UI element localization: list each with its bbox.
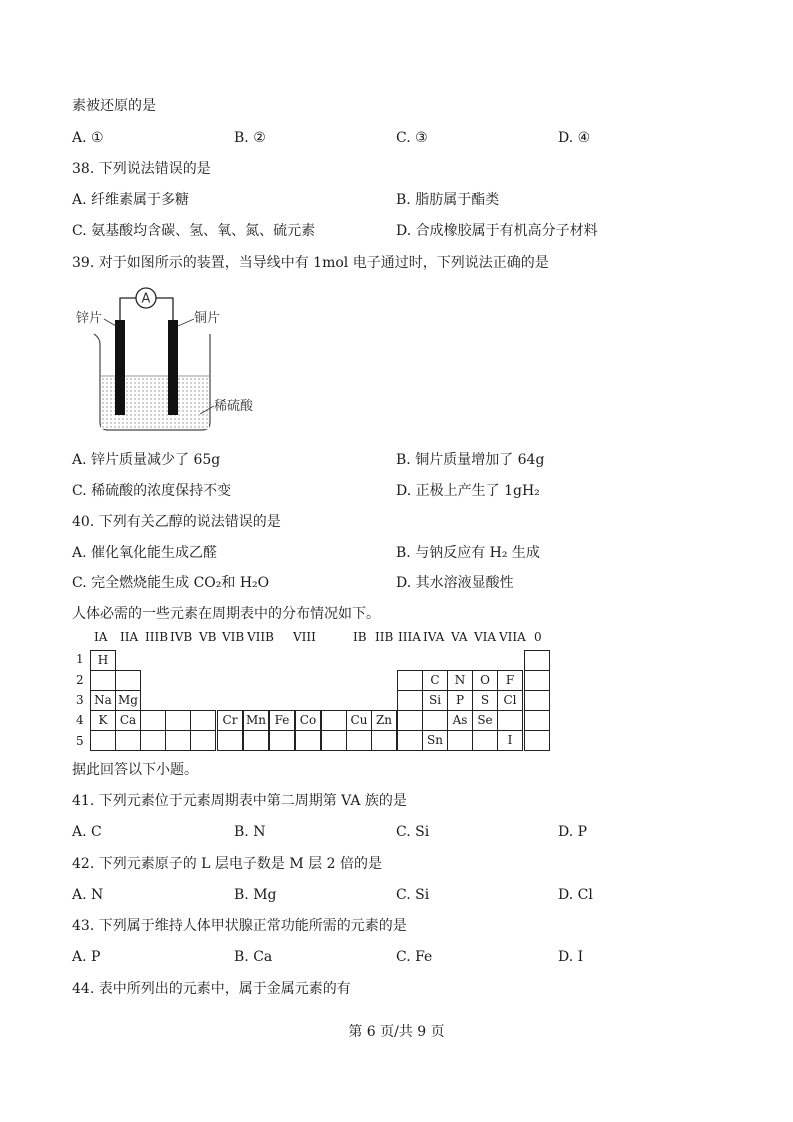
group-header: VA: [451, 630, 468, 644]
copper-label: 铜片: [194, 311, 221, 326]
question-44-stem: 44. 表中所列出的元素中，属于金属元素的有: [72, 981, 351, 997]
question-43-options: [72, 948, 732, 966]
page-footer: 第 6 页/共 9 页: [348, 1024, 445, 1040]
option-c: C. Fe: [396, 949, 433, 965]
option-d: D. Cl: [558, 887, 593, 903]
element-cell: H: [90, 650, 116, 671]
option-a: A. N: [72, 887, 104, 903]
element-cell: [321, 730, 347, 751]
option-a: A. P: [72, 949, 101, 965]
element-cell: [497, 710, 523, 731]
element-cell: Mn: [243, 710, 269, 731]
copper-electrode: [168, 320, 178, 415]
question-38-stem: 38. 下列说法错误的是: [72, 161, 211, 177]
question-42-options: [72, 886, 732, 904]
period-label: 3: [76, 693, 84, 707]
element-cell: S: [472, 690, 498, 711]
option-b: B. Ca: [234, 949, 273, 965]
option-b: B. 铜片质量增加了 64g: [396, 452, 545, 468]
element-cell: [524, 690, 550, 711]
period-label: 4: [76, 713, 84, 727]
element-cell: [447, 730, 473, 751]
element-cell: Si: [422, 690, 448, 711]
question-41-stem: 41. 下列元素位于元素周期表中第二周期第 VA 族的是: [72, 793, 407, 809]
element-cell: [422, 710, 448, 731]
period-label: 5: [76, 734, 84, 748]
group-header: 0: [534, 630, 542, 644]
question-42-stem: 42. 下列元素原子的 L 层电子数是 M 层 2 倍的是: [72, 856, 382, 872]
group-header: VIII: [293, 630, 316, 644]
question-38-options-row2: [72, 222, 732, 240]
element-cell: [217, 730, 243, 751]
question-41-options: [72, 823, 732, 841]
element-cell: Mg: [115, 690, 141, 711]
element-cell: As: [447, 710, 473, 731]
question-40-options-row1: [72, 544, 732, 562]
element-cell: Se: [472, 710, 498, 731]
option-b: B. 脂肪属于酯类: [396, 192, 500, 208]
element-cell: [524, 650, 550, 671]
element-cell: [397, 670, 423, 691]
galvanic-cell-figure: [70, 282, 260, 442]
element-cell: [371, 730, 397, 751]
question-43-stem: 43. 下列属于维持人体甲状腺正常功能所需的元素的是: [72, 918, 407, 934]
element-cell: [472, 730, 498, 751]
element-cell: [321, 710, 347, 731]
element-cell: [190, 710, 216, 731]
element-cell: O: [472, 670, 498, 691]
option-c: C. Si: [396, 824, 430, 840]
option-c: C. Si: [396, 887, 430, 903]
element-cell: [140, 730, 166, 751]
periodic-table: [70, 630, 560, 754]
option-a: A. ①: [72, 130, 104, 146]
element-cell: F: [497, 670, 523, 691]
option-a: A. 锌片质量减少了 65g: [72, 452, 221, 468]
group-header: VB: [199, 630, 217, 644]
acid-label: 稀硫酸: [214, 399, 254, 414]
option-d: D. ④: [558, 130, 591, 146]
element-cell: Cr: [217, 710, 243, 731]
group-header: IVB: [170, 630, 193, 644]
option-c: C. 稀硫酸的浓度保持不变: [72, 483, 232, 499]
element-cell: Fe: [269, 710, 295, 731]
option-a: A. 催化氧化能生成乙醛: [72, 545, 218, 561]
option-d: D. 正极上产生了 1gH₂: [396, 483, 540, 499]
question-39-stem: 39. 对于如图所示的装置，当导线中有 1mol 电子通过时，下列说法正确的是: [72, 255, 549, 271]
option-c: C. 氨基酸均含碳、氢、氧、氮、硫元素: [72, 223, 316, 239]
element-cell: I: [497, 730, 523, 751]
option-d: D. I: [558, 949, 584, 965]
element-cell: [397, 710, 423, 731]
question-39-options-row1: [72, 451, 732, 469]
after-table-text: 据此回答以下小题。: [72, 762, 198, 778]
element-cell: [397, 730, 423, 751]
question-39-options-row2: [72, 482, 732, 500]
group-header: IIB: [375, 630, 394, 644]
element-cell: Na: [90, 690, 116, 711]
option-c: C. ③: [396, 130, 428, 146]
element-cell: C: [422, 670, 448, 691]
table-intro: 人体必需的一些元素在周期表中的分布情况如下。: [72, 606, 380, 622]
group-header: VIIA: [499, 630, 526, 644]
element-cell: [524, 710, 550, 731]
element-cell: Cu: [346, 710, 372, 731]
element-cell: [397, 690, 423, 711]
group-header: IVA: [423, 630, 445, 644]
element-cell: [524, 730, 550, 751]
group-header: IIA: [120, 630, 139, 644]
element-cell: Co: [295, 710, 321, 731]
option-a: A. 纤维素属于多糖: [72, 192, 190, 208]
group-header: IIIB: [145, 630, 169, 644]
element-cell: [269, 730, 295, 751]
option-b: B. 与钠反应有 H₂ 生成: [396, 545, 540, 561]
element-cell: [165, 710, 191, 731]
element-cell: [140, 710, 166, 731]
option-d: D. 合成橡胶属于有机高分子材料: [396, 223, 598, 239]
group-header: VIA: [474, 630, 497, 644]
group-header: VIB: [222, 630, 245, 644]
option-d: D. 其水溶液显酸性: [396, 575, 514, 591]
question-40-stem: 40. 下列有关乙醇的说法错误的是: [72, 514, 281, 530]
element-cell: [190, 730, 216, 751]
element-cell: [165, 730, 191, 751]
element-cell: P: [447, 690, 473, 711]
group-header: IIIA: [398, 630, 421, 644]
element-cell: [243, 730, 269, 751]
element-cell: [115, 670, 141, 691]
element-cell: [346, 730, 372, 751]
zinc-electrode: [115, 320, 125, 415]
question-40-options-row2: [72, 574, 732, 592]
option-b: B. Mg: [234, 887, 277, 903]
group-header: VIIB: [247, 630, 274, 644]
wire-right: [156, 298, 173, 322]
question-38-options-row1: [72, 191, 732, 209]
element-cell: [524, 670, 550, 691]
question-37-options: [72, 129, 732, 147]
option-a: A. C: [72, 824, 102, 840]
period-label: 2: [76, 673, 84, 687]
zinc-label: 锌片: [76, 311, 103, 326]
element-cell: Cl: [497, 690, 523, 711]
element-cell: Zn: [371, 710, 397, 731]
option-d: D. P: [558, 824, 588, 840]
element-cell: Sn: [422, 730, 448, 751]
element-cell: [90, 670, 116, 691]
wire-left: [120, 298, 136, 322]
ammeter-label: A: [141, 291, 151, 307]
period-label: 1: [76, 652, 84, 666]
element-cell: K: [90, 710, 116, 731]
option-b: B. N: [234, 824, 266, 840]
option-b: B. ②: [234, 130, 266, 146]
element-cell: [295, 730, 321, 751]
element-cell: [115, 730, 141, 751]
element-cell: N: [447, 670, 473, 691]
element-cell: Ca: [115, 710, 141, 731]
element-cell: [90, 730, 116, 751]
group-header: IB: [353, 630, 367, 644]
question-37-tail: 素被还原的是: [72, 98, 156, 114]
option-c: C. 完全燃烧能生成 CO₂和 H₂O: [72, 575, 270, 591]
group-header: IA: [94, 630, 108, 644]
